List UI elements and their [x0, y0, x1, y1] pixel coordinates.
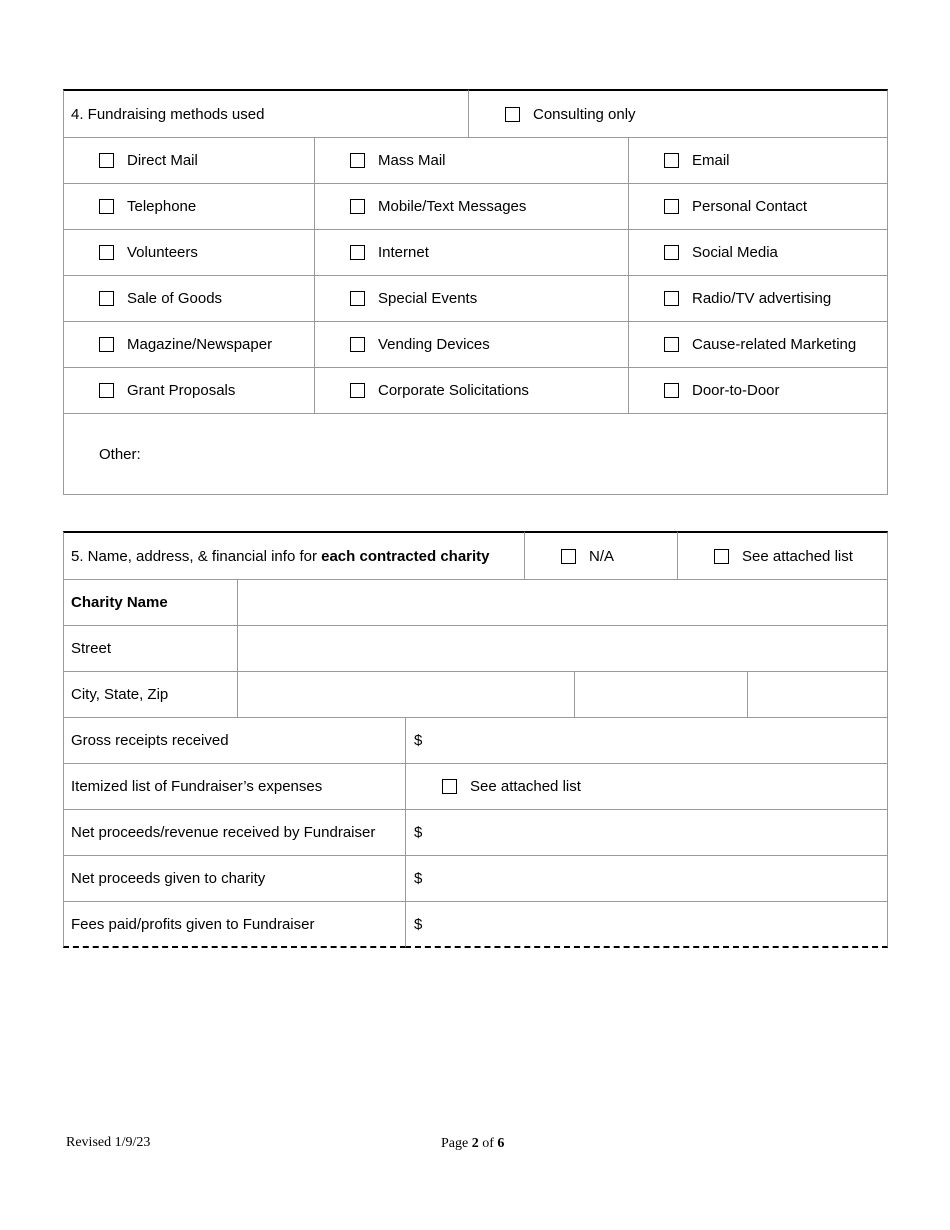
fees-paid-label-cell: [63, 901, 406, 948]
see-attached-checkbox[interactable]: [714, 549, 729, 564]
consulting-only-checkbox[interactable]: [505, 107, 520, 122]
method-cell: [314, 367, 629, 414]
method-cell: [63, 229, 315, 276]
method-label: Volunteers: [127, 244, 198, 261]
door-to-door-checkbox[interactable]: [664, 383, 679, 398]
direct-mail-checkbox[interactable]: [99, 153, 114, 168]
itemized-list-cell: [405, 763, 888, 810]
section-4-title-cell: [63, 89, 469, 138]
method-label: Social Media: [692, 244, 778, 261]
method-cell: [63, 183, 315, 230]
charity-name-label: Charity Name: [71, 594, 168, 611]
telephone-checkbox[interactable]: [99, 199, 114, 214]
section-5-title: [64, 548, 490, 565]
revised-date: Revised 1/9/23: [66, 1135, 151, 1150]
city-state-zip-label: City, State, Zip: [71, 686, 169, 703]
currency-symbol: $: [414, 915, 423, 933]
grant-proposals-checkbox[interactable]: [99, 383, 114, 398]
zip-input[interactable]: [747, 671, 888, 718]
method-label: Telephone: [127, 198, 197, 215]
gross-receipts-label: Gross receipts received: [71, 732, 229, 749]
method-cell: [628, 321, 888, 368]
itemized-list-label: Itemized list of Fundraiser’s expenses: [71, 778, 323, 795]
page-total: 6: [497, 1136, 505, 1151]
na-label: N/A: [589, 547, 615, 565]
gross-receipts-input[interactable]: [405, 717, 888, 764]
method-cell: [314, 183, 629, 230]
radio-tv-advertising-checkbox[interactable]: [664, 291, 679, 306]
net-proceeds-charity-label-cell: [63, 855, 406, 902]
method-label: Grant Proposals: [127, 382, 236, 399]
email-checkbox[interactable]: [664, 153, 679, 168]
method-cell: [314, 275, 629, 322]
section-4-title: 4. Fundraising methods used: [71, 105, 265, 123]
method-label: Vending Devices: [378, 336, 490, 353]
section-5-title-prefix: 5. Name, address, & financial info for: [71, 547, 322, 565]
consulting-only-label: Consulting only: [533, 105, 636, 123]
currency-symbol: $: [414, 870, 423, 887]
method-label: Door-to-Door: [692, 382, 780, 399]
method-cell: [63, 321, 315, 368]
charity-name-label-cell: [63, 579, 238, 626]
itemized-see-attached-label: See attached list: [470, 778, 581, 795]
method-label: Corporate Solicitations: [378, 382, 529, 399]
net-proceeds-charity-input[interactable]: [405, 855, 888, 902]
section-4-table: [63, 89, 888, 495]
cause-related-marketing-checkbox[interactable]: [664, 337, 679, 352]
itemized-see-attached-checkbox[interactable]: [442, 779, 457, 794]
internet-checkbox[interactable]: [350, 245, 365, 260]
net-proceeds-fundraiser-label: Net proceeds/revenue received by Fundraiser: [71, 824, 376, 841]
net-proceeds-fundraiser-input[interactable]: [405, 809, 888, 856]
method-label: Direct Mail: [127, 152, 198, 169]
method-cell: [314, 229, 629, 276]
method-label: Sale of Goods: [127, 290, 223, 307]
section-5-title-cell: [63, 531, 525, 580]
method-cell: [314, 137, 629, 184]
street-label: Street: [71, 640, 112, 657]
itemized-list-label-cell: [63, 763, 406, 810]
method-cell: [628, 137, 888, 184]
page-prefix: Page: [441, 1136, 472, 1151]
page-current: 2: [471, 1136, 479, 1151]
volunteers-checkbox[interactable]: [99, 245, 114, 260]
method-cell: [628, 183, 888, 230]
currency-symbol: $: [414, 824, 423, 841]
personal-contact-checkbox[interactable]: [664, 199, 679, 214]
method-label: Special Events: [378, 290, 478, 307]
method-label: Radio/TV advertising: [692, 290, 832, 307]
fees-paid-input[interactable]: [405, 901, 888, 948]
method-label: Cause-related Marketing: [692, 336, 857, 353]
na-cell: [524, 531, 678, 580]
see-attached-label: See attached list: [742, 547, 853, 565]
section-5-title-bold: each contracted charity: [321, 547, 490, 565]
consulting-only-cell: [468, 89, 888, 138]
social-media-checkbox[interactable]: [664, 245, 679, 260]
charity-name-input[interactable]: [237, 579, 888, 626]
method-cell: [63, 275, 315, 322]
city-state-zip-label-cell: [63, 671, 238, 718]
fees-paid-label: Fees paid/profits given to Fundraiser: [71, 915, 315, 933]
net-proceeds-charity-label: Net proceeds given to charity: [71, 870, 266, 887]
gross-receipts-label-cell: [63, 717, 406, 764]
other-label: Other:: [99, 445, 141, 463]
method-label: Mobile/Text Messages: [378, 198, 527, 215]
see-attached-cell: [677, 531, 888, 580]
method-label: Magazine/Newspaper: [127, 336, 273, 353]
section-5-table: [63, 531, 888, 947]
street-label-cell: [63, 625, 238, 672]
method-label: Mass Mail: [378, 152, 446, 169]
corporate-solicitations-checkbox[interactable]: [350, 383, 365, 398]
vending-devices-checkbox[interactable]: [350, 337, 365, 352]
method-label: Personal Contact: [692, 198, 808, 215]
page-number: [441, 1136, 504, 1152]
method-cell: [628, 229, 888, 276]
page-of: of: [478, 1136, 498, 1151]
mobile-text-messages-checkbox[interactable]: [350, 199, 365, 214]
method-label: Internet: [378, 244, 429, 261]
method-cell: [63, 367, 315, 414]
method-label: Email: [692, 152, 730, 169]
sale-of-goods-checkbox[interactable]: [99, 291, 114, 306]
city-input[interactable]: [237, 671, 575, 718]
method-cell: [63, 137, 315, 184]
mass-mail-checkbox[interactable]: [350, 153, 365, 168]
magazine-newspaper-checkbox[interactable]: [99, 337, 114, 352]
net-proceeds-fundraiser-label-cell: [63, 809, 406, 856]
street-input[interactable]: [237, 625, 888, 672]
method-cell: [628, 367, 888, 414]
special-events-checkbox[interactable]: [350, 291, 365, 306]
currency-symbol: $: [414, 732, 423, 749]
state-input[interactable]: [574, 671, 748, 718]
method-cell: [628, 275, 888, 322]
other-field[interactable]: [63, 413, 888, 495]
na-checkbox[interactable]: [561, 549, 576, 564]
method-cell: [314, 321, 629, 368]
